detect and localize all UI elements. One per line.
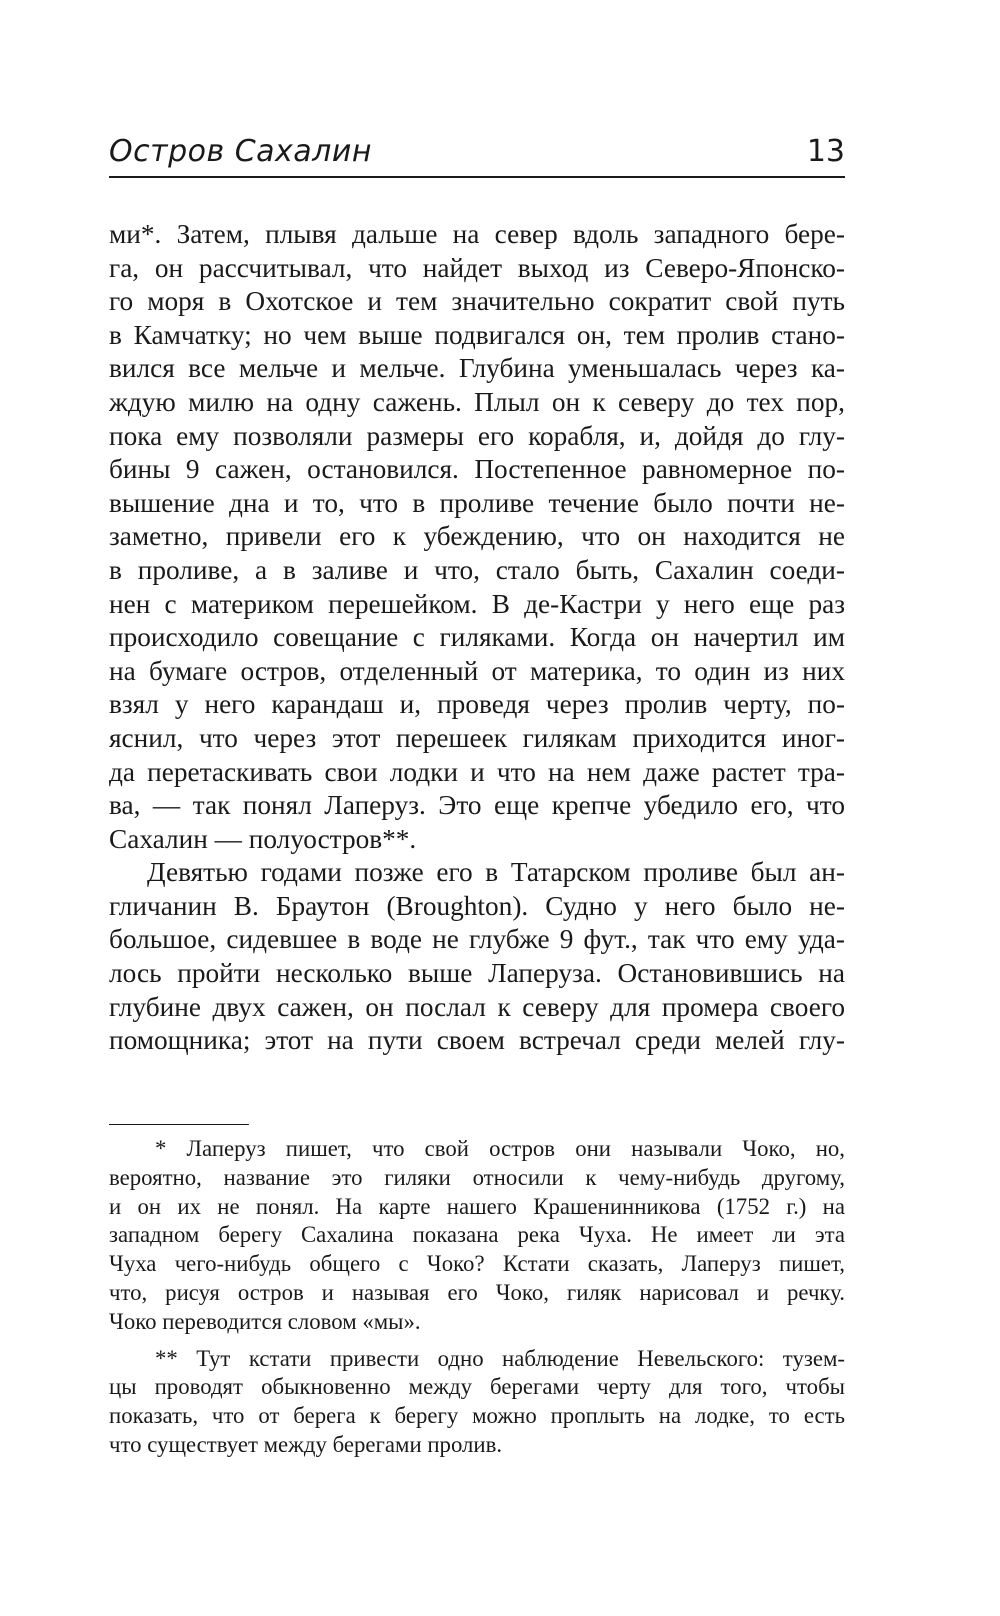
text-line: в проливе, а в заливе и что, стало быть, Сахалин соеди- [109, 554, 845, 585]
text-line: на бумаге остров, отделенный от материка, то один из них [109, 655, 845, 686]
text-line: Сахалин — полуостров**. [109, 823, 417, 854]
footnote-2 [109, 1345, 845, 1460]
running-header [109, 128, 845, 178]
text-line: ждую милю на одну сажень. Плыл он к северу до тех пор, [109, 386, 845, 417]
text-line: помощника; этот на пути своем встречал среди мелей глу- [109, 1025, 845, 1056]
text-line: заметно, привели его к убеждению, что он находится не [109, 521, 845, 552]
page-number: 13 [806, 134, 845, 169]
text-line: происходило совещание с гиляками. Когда он начертил им [109, 622, 845, 653]
footnote-line: что, рисуя остров и называя его Чоко, гиляк нарисовал и речку. [109, 1279, 845, 1305]
main-text [109, 218, 845, 1058]
footnote-line: что существует между берегами пролив. [109, 1431, 503, 1457]
text-line: лось пройти несколько выше Лаперуза. Остановившись на [109, 958, 845, 989]
text-line: га, он рассчитывал, что найдет выход из Северо-Японско- [109, 252, 845, 283]
footnote-line: Чоко переводится словом «мы». [109, 1308, 421, 1334]
footnotes [109, 1135, 845, 1460]
footnote-line: * Лаперуз пишет, что свой остров они называли Чоко, но, [155, 1136, 845, 1161]
text-line: гличанин В. Браутон (Broughton). Судно у него было не- [109, 890, 845, 921]
footnote-line: и он их не понял. На карте нашего Крашенинникова (1752 г.) на [109, 1193, 845, 1219]
footnote-line: вероятно, название это гиляки относили к чему-нибудь другому, [109, 1164, 845, 1190]
text-line: вышение дна и то, что в проливе течение было почти не- [109, 487, 845, 518]
text-line: яснил, что через этот перешеек гилякам приходится иног- [109, 722, 845, 753]
text-line: Девятью годами позже его в Татарском проливе был ан- [147, 857, 845, 888]
text-line: пока ему позволяли размеры его корабля, и, дойдя до глу- [109, 420, 845, 451]
text-line: ва, — так понял Лаперуз. Это еще крепче убедило его, что [109, 790, 845, 821]
text-line: большое, сидевшее в воде не глубже 9 фут., так что ему уда- [109, 924, 845, 955]
footnote-line: цы проводят обыкновенно между берегами черту для того, чтобы [109, 1374, 845, 1400]
footnote-line: Чуха чего-нибудь общего с Чоко? Кстати сказать, Лаперуз пишет, [109, 1251, 845, 1277]
footnote-line: ** Тут кстати привести одно наблюдение Невельского: тузем- [155, 1345, 845, 1371]
text-line: да перетаскивать свои лодки и что на нем даже растет тра- [109, 756, 845, 787]
footnote-separator [109, 1124, 249, 1125]
text-line: вился все мельче и мельче. Глубина уменьшалась через ка- [109, 353, 845, 384]
text-line: ми*. Затем, плывя дальше на север вдоль западного бере- [109, 219, 845, 249]
footnote-line: западном берегу Сахалина показана река Чуха. Не имеет ли эта [109, 1222, 845, 1248]
text-line: в Камчатку; но чем выше подвигался он, тем пролив стано- [109, 319, 845, 350]
text-line: нен с материком перешейком. В де-Кастри у него еще раз [109, 588, 845, 619]
text-line: взял у него карандаш и, проведя через пролив черту, по- [109, 689, 845, 720]
text-line: бины 9 сажен, остановился. Постепенное равномерное по- [109, 454, 845, 485]
text-line: го моря в Охотское и тем значительно сократит свой путь [109, 286, 845, 317]
footnote-1 [109, 1135, 845, 1337]
footnote-line: показать, что от берега к берегу можно проплыть на лодке, то есть [109, 1403, 845, 1429]
text-line: глубине двух сажен, он послал к северу для промера своего [109, 991, 845, 1022]
running-title: Остров Сахалин [109, 134, 372, 169]
